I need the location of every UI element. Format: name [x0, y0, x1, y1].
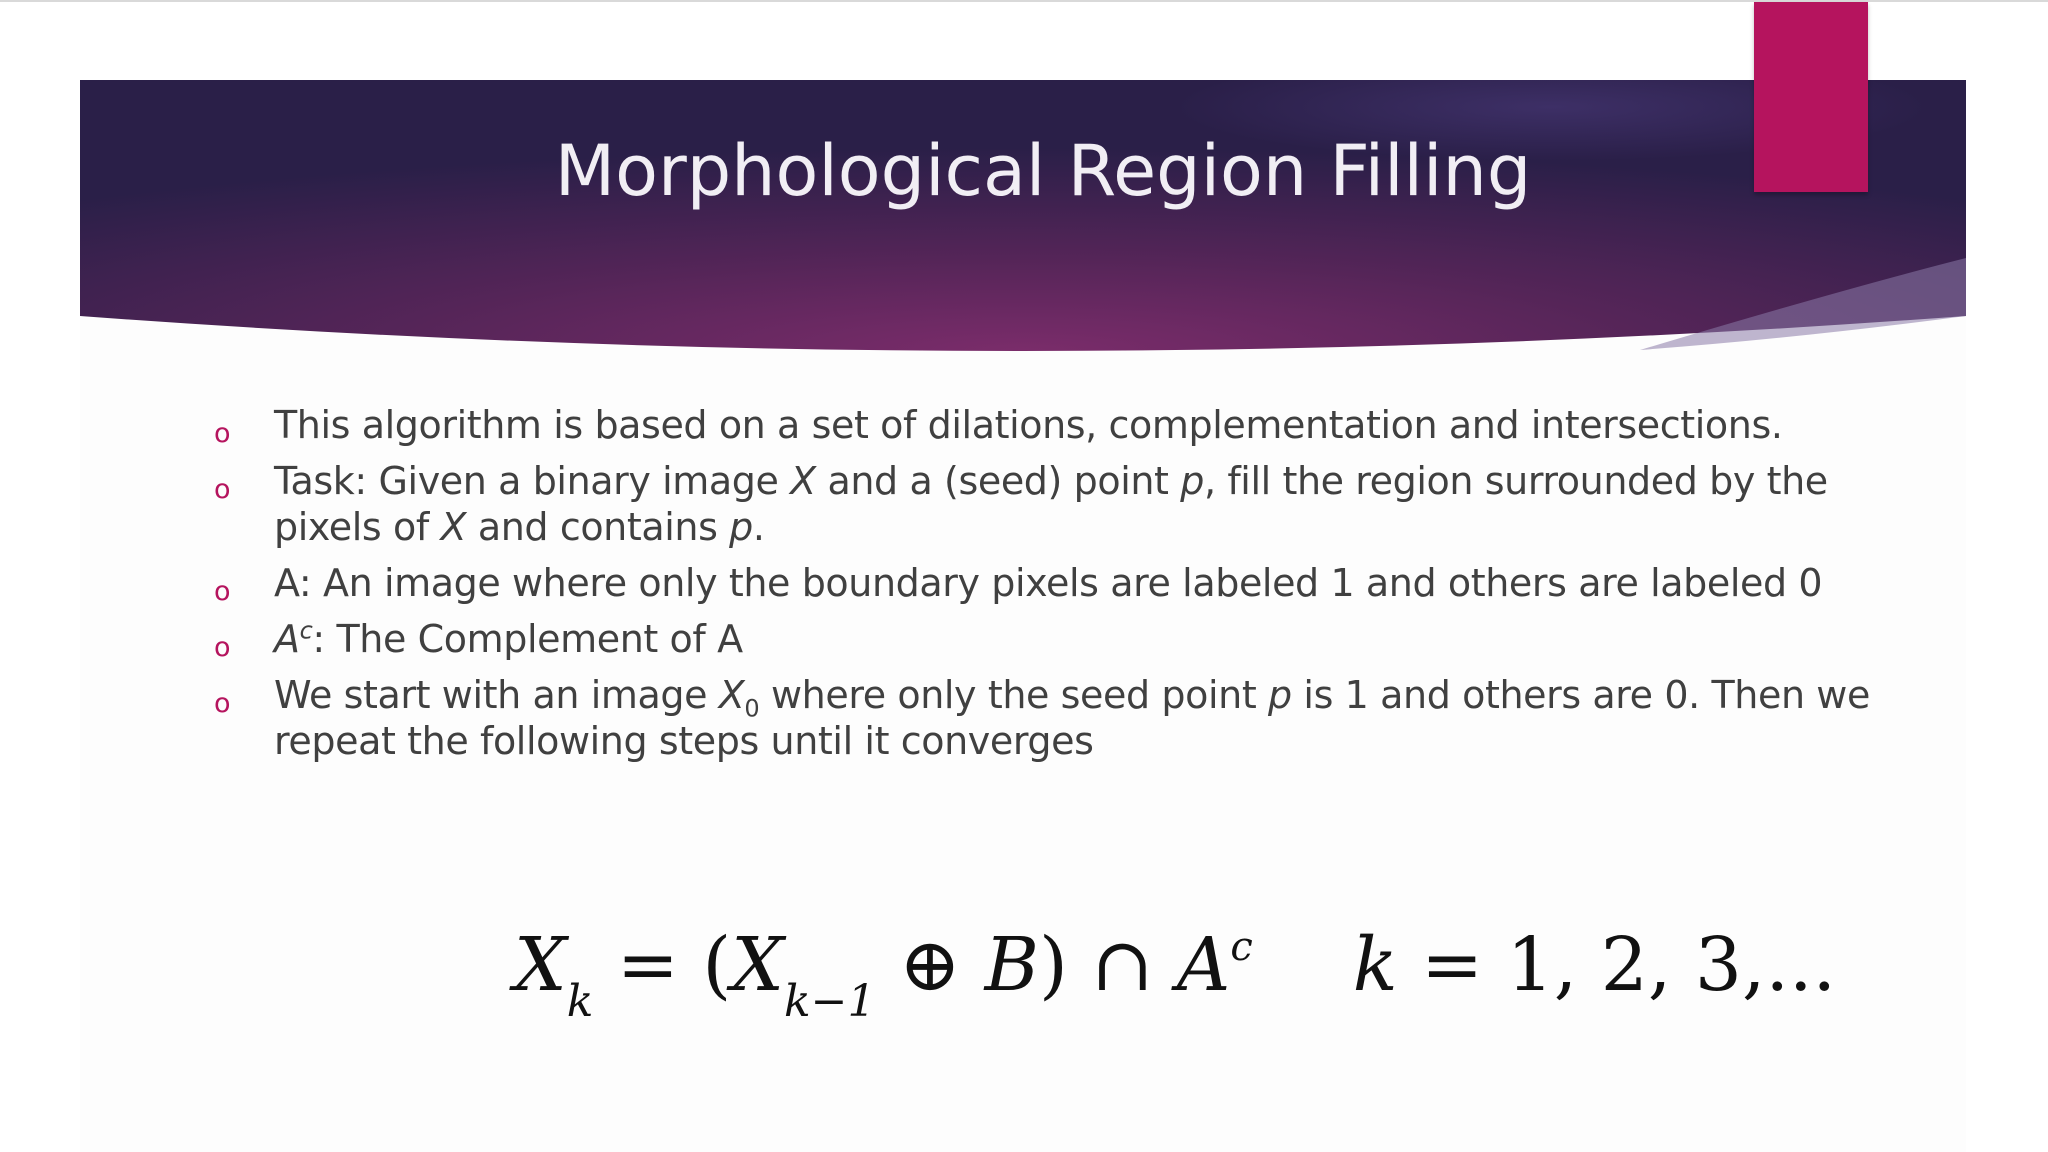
eq-k-values: = 1, 2, 3,...	[1397, 922, 1837, 1008]
bullet-item-task	[212, 458, 1912, 550]
bullet-marker: o	[214, 632, 231, 663]
bullet-marker: o	[214, 576, 231, 607]
eq-intersection-op: ) ∩	[1038, 922, 1177, 1008]
eq-var-b: B	[984, 922, 1039, 1008]
math-var: A	[274, 617, 300, 661]
region-filling-equation	[514, 922, 1837, 1027]
eq-lhs-sub: k	[566, 976, 594, 1027]
bullet-text: where only the seed point	[759, 673, 1269, 717]
eq-k-var: k	[1352, 922, 1398, 1008]
eq-equals: = (	[593, 922, 732, 1008]
math-var: p	[1180, 459, 1204, 503]
bullet-list	[212, 402, 1912, 774]
math-var: p	[729, 505, 753, 549]
eq-sup-c: c	[1230, 924, 1253, 970]
eq-lhs-var: X	[514, 922, 567, 1008]
bullet-marker: o	[214, 474, 231, 505]
accent-tab	[1754, 2, 1868, 192]
bullet-item-complement	[212, 616, 1912, 662]
bullet-item-procedure	[212, 672, 1912, 764]
bullet-text: and a (seed) point	[815, 459, 1181, 503]
bullet-text: , fill the region surrounded by the pixels of	[274, 459, 1828, 549]
math-var: p	[1268, 673, 1292, 717]
math-var: X	[718, 673, 745, 717]
eq-sub-k-minus-1: k−1	[783, 976, 876, 1027]
title-banner	[80, 80, 1966, 386]
bullet-text: This algorithm is based on a set of dilations, complementation and intersections.	[274, 403, 1783, 447]
eq-var-x: X	[731, 922, 784, 1008]
math-superscript: c	[299, 616, 313, 645]
math-subscript: 0	[744, 694, 760, 723]
eq-dilation-op: ⊕	[875, 922, 985, 1008]
bullet-marker: o	[214, 688, 231, 719]
bullet-text: is 1 and others are 0. Then we repeat the following steps until it converges	[274, 673, 1870, 763]
bullet-text: We start with an image	[274, 673, 719, 717]
bullet-text: and contains	[466, 505, 730, 549]
math-var: X	[440, 505, 467, 549]
bullet-text: : The Complement of A	[312, 617, 743, 661]
bullet-item-definition-a	[212, 560, 1912, 606]
page-title: Morphological Region Filling	[554, 130, 1532, 212]
bullet-text: A: An image where only the boundary pixels are labeled 1 and others are labeled 0	[274, 561, 1823, 605]
math-var: X	[790, 459, 816, 503]
bullet-text: .	[752, 505, 765, 549]
bullet-text: Task: Given a binary image	[274, 459, 791, 503]
eq-var-a: A	[1176, 922, 1231, 1008]
bullet-marker: o	[214, 418, 231, 449]
bullet-item-algorithm	[212, 402, 1912, 448]
